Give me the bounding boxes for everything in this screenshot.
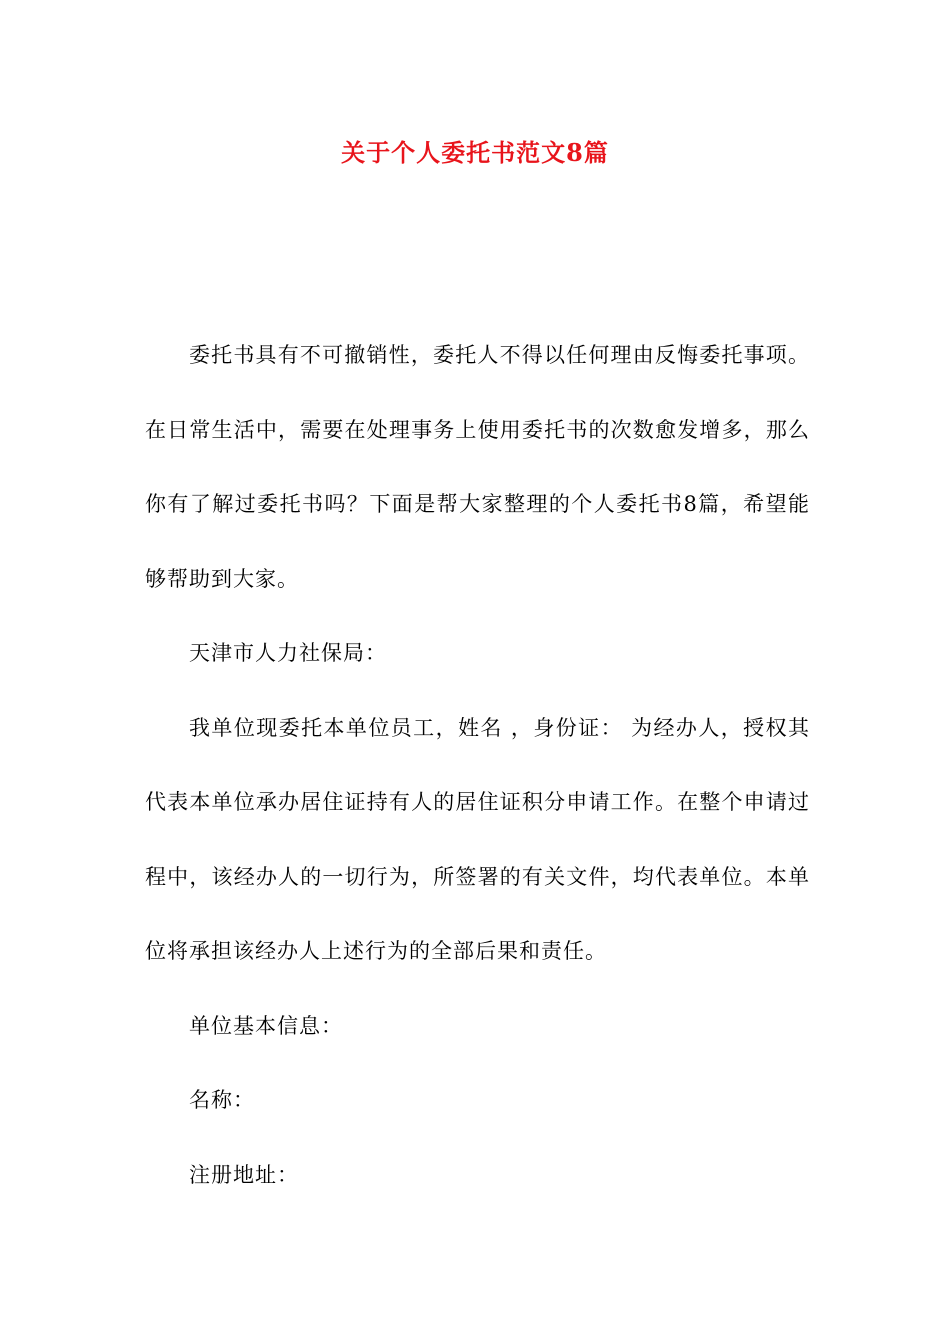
- document-title: 关于个人委托书范文8篇: [341, 138, 609, 167]
- registered-address-field: 注册地址：: [189, 1162, 299, 1187]
- unit-info-heading: 单位基本信息：: [189, 1013, 343, 1038]
- addressee-paragraph: 天津市人力社保局：: [189, 641, 387, 665]
- unit-name-field: 名称：: [189, 1088, 255, 1112]
- authorization-paragraph: 我单位现委托本单位员工，姓名 ，身份证： 为经办人，授权其代表本单位承办居住证持有人的居住证积分申请工作。在整个申请过程中，该经办人的一切行为，所签署的有关文件，均代表单位。本单位将承担该经办人上述行为的全部后果和责任。: [145, 715, 810, 963]
- intro-paragraph: 委托书具有不可撤销性，委托人不得以任何理由反悔委托事项。在日常生活中，需要在处理事务上使用委托书的次数愈发增多，那么你有了解过委托书吗？下面是帮大家整理的个人委托书8篇，希望能够帮助到大家。: [145, 343, 810, 591]
- document-body: [145, 318, 810, 1212]
